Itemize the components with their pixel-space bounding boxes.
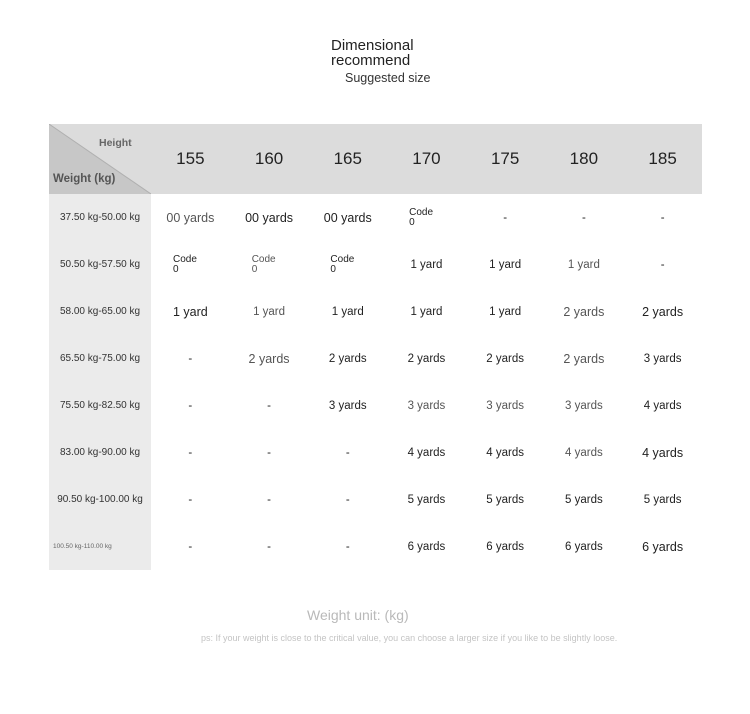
size-cell: 4 yards <box>407 446 446 459</box>
size-cell: 3 yards <box>407 399 446 412</box>
size-cell: 5 yards <box>486 493 525 506</box>
size-cell <box>230 241 309 288</box>
size-cell: 5 yards <box>565 493 603 506</box>
height-header: 185 <box>623 124 702 194</box>
code-label: Code 0 <box>173 254 197 275</box>
table-row <box>49 476 702 523</box>
size-cell: - <box>188 540 193 553</box>
size-cell: 5 yards <box>643 493 682 506</box>
size-cell: - <box>267 446 271 459</box>
size-cell: 4 yards <box>486 446 525 459</box>
size-cell: 2 yards <box>486 352 525 365</box>
size-cell: - <box>345 540 350 553</box>
size-cell: - <box>267 540 271 553</box>
chart-title <box>331 38 414 68</box>
table-row <box>49 241 702 288</box>
subtitle: Suggested size <box>345 71 431 85</box>
footnote: ps: If your weight is close to the critical value, you can choose a larger size if you like to be slightly loose. <box>201 633 618 643</box>
title-line-2: recommend <box>331 52 411 69</box>
height-header: 165 <box>308 124 387 194</box>
height-header: 170 <box>387 124 466 194</box>
table-row <box>49 288 702 335</box>
weight-range-label: 65.50 kg-75.00 kg <box>49 335 151 382</box>
title-line-1: Dimensional <box>331 37 414 54</box>
height-header: 175 <box>466 124 545 194</box>
weight-unit-note: Weight unit: (kg) <box>307 607 409 623</box>
weight-range-label: 90.50 kg-100.00 kg <box>49 476 151 523</box>
table-row <box>49 429 702 476</box>
code-label: Code 0 <box>251 254 276 275</box>
size-cell: - <box>345 493 350 506</box>
header-row <box>49 124 702 194</box>
code-label: Code 0 <box>409 207 434 228</box>
size-cell: - <box>188 352 193 365</box>
table-row <box>49 335 702 382</box>
weight-axis-label: Weight (kg) <box>53 173 116 185</box>
size-cell: 3 yards <box>486 399 525 412</box>
size-cell: 5 yards <box>407 493 446 506</box>
table-row <box>49 382 702 429</box>
size-cell: - <box>581 211 586 224</box>
size-cell <box>151 241 230 288</box>
size-cell: 4 yards <box>642 445 684 460</box>
size-cell: 2 yards <box>328 352 367 365</box>
size-cell: - <box>660 211 665 224</box>
size-cell: - <box>188 493 193 506</box>
size-cell: - <box>267 493 271 506</box>
size-cell <box>308 241 387 288</box>
size-cell: - <box>503 211 508 224</box>
size-cell: 3 yards <box>565 399 603 412</box>
height-header: 180 <box>545 124 624 194</box>
size-cell <box>387 194 466 241</box>
weight-range-label: 83.00 kg-90.00 kg <box>49 429 151 476</box>
weight-range-label: 75.50 kg-82.50 kg <box>49 382 151 429</box>
size-cell: 3 yards <box>643 352 682 365</box>
height-header: 155 <box>151 124 230 194</box>
size-cell: 2 yards <box>563 304 605 319</box>
size-cell: 2 yards <box>248 351 290 366</box>
code-label: Code 0 <box>330 254 355 275</box>
size-cell: 1 yard <box>489 305 522 318</box>
size-cell: 1 yard <box>567 258 600 271</box>
size-table <box>49 124 702 570</box>
size-cell: 2 yards <box>642 304 684 319</box>
size-cell: 2 yards <box>563 351 605 366</box>
size-cell: - <box>345 446 350 459</box>
size-cell: 1 yard <box>410 258 443 271</box>
size-cell: 00 yards <box>245 210 294 225</box>
size-cell: 00 yards <box>166 210 215 225</box>
size-cell: 1 yard <box>410 305 443 318</box>
size-cell: 6 yards <box>565 540 603 553</box>
size-cell: 4 yards <box>643 399 682 412</box>
size-cell: 3 yards <box>328 399 367 412</box>
size-cell: 6 yards <box>486 540 525 553</box>
size-cell: - <box>660 258 665 271</box>
weight-range-label: 37.50 kg-50.00 kg <box>49 194 151 241</box>
size-cell: 1 yard <box>172 304 208 319</box>
size-cell: 6 yards <box>642 539 684 554</box>
size-cell: 6 yards <box>407 540 446 553</box>
size-cell: - <box>267 399 271 412</box>
height-header: 160 <box>230 124 309 194</box>
size-cell: 00 yards <box>323 210 372 225</box>
size-cell: 1 yard <box>489 258 522 271</box>
corner-header <box>49 124 151 194</box>
weight-range-label: 58.00 kg-65.00 kg <box>49 288 151 335</box>
table-row <box>49 194 702 241</box>
size-cell: 2 yards <box>407 352 446 365</box>
table-row <box>49 523 702 570</box>
weight-range-label: 100.50 kg-110.00 kg <box>49 523 151 570</box>
size-cell: - <box>188 446 193 459</box>
size-cell: 4 yards <box>565 446 603 459</box>
size-cell: 1 yard <box>253 305 286 318</box>
size-cell: - <box>188 399 193 412</box>
height-axis-label: Height <box>99 137 132 149</box>
size-cell: 1 yard <box>331 305 364 318</box>
weight-range-label: 50.50 kg-57.50 kg <box>49 241 151 288</box>
